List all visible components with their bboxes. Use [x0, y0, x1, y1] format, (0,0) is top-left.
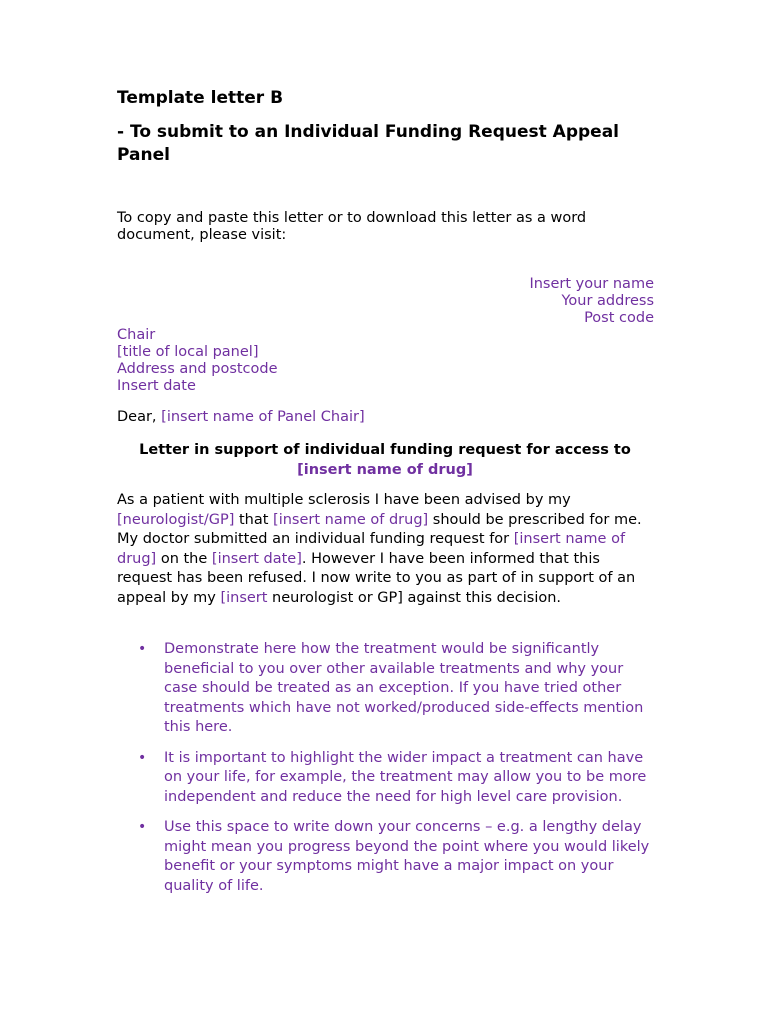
list-item-text: It is important to highlight the wider impact a treatment can have on your life, for example, the treatment may allow you to be more independent and reduce the need for high level care provision.	[164, 749, 647, 805]
body-text-2: that	[234, 511, 274, 528]
bullet-icon: •	[138, 819, 147, 835]
placeholder-insert: [insert	[220, 589, 268, 606]
recipient-panel: [title of local panel]	[117, 344, 259, 360]
recipient-chair: Chair	[117, 327, 156, 343]
recipient-date: Insert date	[117, 378, 196, 394]
placeholder-drug-2: [insert name of drug]	[117, 531, 626, 567]
body-text-1: As a patient with multiple sclerosis I have been advised by my	[117, 492, 571, 508]
recipient-block	[117, 327, 278, 395]
placeholder-date: [insert date]	[211, 550, 302, 567]
list-item	[117, 640, 657, 738]
subject-drug-placeholder: [insert name of drug]	[297, 461, 473, 478]
letter-subtitle: - To submit to an Individual Funding Request Appeal Panel	[117, 122, 619, 165]
bullet-icon: •	[138, 641, 147, 657]
list-item-text: Use this space to write down your concerns – e.g. a lengthy delay might mean you progress beyond the point where you would likely benefit or your symptoms might have a major impact on your quality of life.	[164, 819, 650, 894]
sender-block	[529, 276, 654, 327]
placeholder-drug-1: [insert name of drug]	[273, 511, 429, 528]
body-text-4: on the	[156, 550, 212, 567]
sender-postcode: Post code	[584, 310, 654, 326]
sender-name: Insert your name	[529, 276, 654, 292]
subject-line	[117, 441, 653, 480]
body-text-3: should be prescribed for me. My doctor submitted an individual funding request for	[117, 511, 642, 547]
subject-text: Letter in support of individual funding request for access to	[139, 442, 631, 458]
salutation-prefix: Dear,	[117, 409, 162, 425]
sender-address: Your address	[561, 293, 654, 309]
body-paragraph	[117, 491, 657, 608]
guidance-list	[117, 640, 657, 896]
list-item	[117, 749, 657, 808]
body-text-5: . However I have been informed that this request has been refused. I now write to you as part of in support of an appeal by my	[117, 550, 636, 606]
salutation-placeholder: [insert name of Panel Chair]	[161, 409, 365, 425]
recipient-address: Address and postcode	[117, 361, 278, 377]
list-item-text: Demonstrate here how the treatment would be significantly beneficial to you over other available treatments and why your case should be treated as an exception. If you have tried other treatments which have not worked/produced side-effects mention this here.	[164, 641, 644, 735]
salutation	[117, 409, 365, 426]
bullet-icon: •	[138, 749, 147, 766]
list-item	[117, 818, 657, 896]
letter-title: Template letter B	[117, 88, 284, 108]
body-text-6: neurologist or GP] against this decision.	[267, 589, 562, 606]
intro-text: To copy and paste this letter or to download this letter as a word document, please visit:	[117, 210, 587, 243]
placeholder-neurologist: [neurologist/GP]	[117, 511, 235, 528]
